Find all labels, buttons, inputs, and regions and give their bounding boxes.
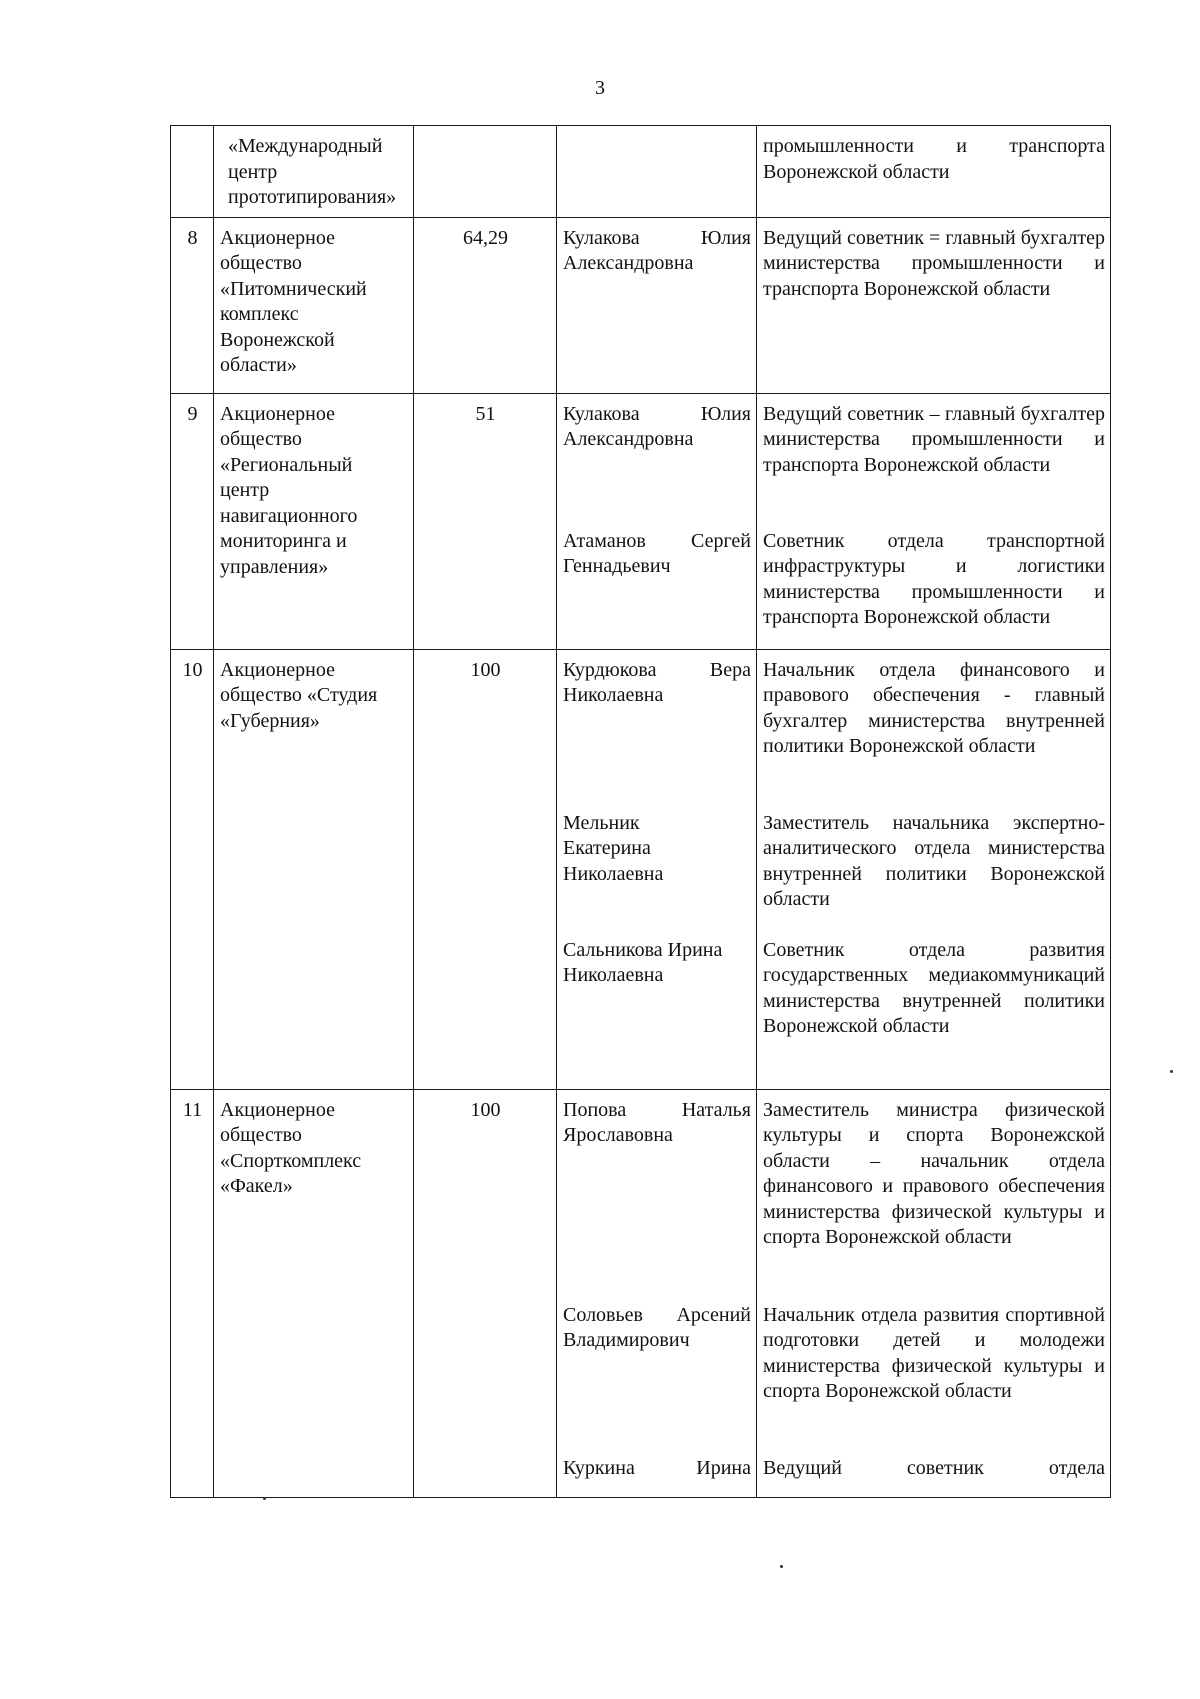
table-row xyxy=(171,217,1111,393)
representative-position: Советник отдела развития государственных медиакоммуникаций министерства внутренней политики Воронежской области xyxy=(763,938,1105,1037)
representative-positions xyxy=(757,1089,1111,1497)
representative-position: Заместитель министра физической культуры и спорта Воронежской области – начальник отдела финансового и правового обеспечения министерства физической культуры и спорта Воронежской области xyxy=(763,1098,1105,1248)
row-number xyxy=(171,126,214,218)
state-share: 51 xyxy=(414,393,557,649)
table-row xyxy=(171,393,1111,649)
representative-position: Ведущий советник – главный бухгалтер министерства промышленности и транспорта Воронежской области xyxy=(763,402,1105,476)
representative-position: Ведущий советник = главный бухгалтер министерства промышленности и транспорта Воронежской области xyxy=(763,226,1105,300)
representative-position: промышленности и транспорта Воронежской области xyxy=(763,135,1105,183)
organization-name: Акционерное общество «Студия «Губерния» xyxy=(214,649,414,1089)
scan-speck xyxy=(780,1565,783,1568)
row-number: 10 xyxy=(171,649,214,1089)
representative-name: Курдюкова Вера Николаевна xyxy=(563,658,751,706)
organization-name: Акционерное общество «Региональный центр навигационного мониторинга и управления» xyxy=(214,393,414,649)
scan-speck xyxy=(1170,1070,1173,1073)
representative-names xyxy=(557,217,757,393)
organization-name: Акционерное общество «Спорткомплекс «Факел» xyxy=(214,1089,414,1497)
representative-names xyxy=(557,649,757,1089)
representative-name: Куркина Ирина xyxy=(563,1456,751,1479)
representative-position: Заместитель начальника экспертно-аналитического отдела министерства внутренней политики Воронежской области xyxy=(763,811,1105,910)
representative-name: Кулакова Юлия Александровна xyxy=(563,226,751,274)
organization-name: «Международный центр прототипирования» xyxy=(214,126,414,218)
representative-positions xyxy=(757,393,1111,649)
representative-name: Соловьев Арсений Владимирович xyxy=(563,1303,751,1351)
representative-positions xyxy=(757,649,1111,1089)
state-share: 100 xyxy=(414,1089,557,1497)
organization-name: Акционерное общество «Питомнический комплекс Воронежской области» xyxy=(214,217,414,393)
representative-name: Кулакова Юлия Александровна xyxy=(563,402,751,450)
representative-position: Советник отдела транспортной инфраструктуры и логистики министерства промышленности и транспорта Воронежской области xyxy=(763,529,1105,628)
page-number: 3 xyxy=(595,77,605,99)
table-row xyxy=(171,126,1111,218)
representative-position: Начальник отдела развития спортивной подготовки детей и молодежи министерства физической культуры и спорта Воронежской области xyxy=(763,1303,1105,1402)
representative-names xyxy=(557,1089,757,1497)
table-row xyxy=(171,649,1111,1089)
table-row xyxy=(171,1089,1111,1497)
representative-position: Ведущий советник отдела xyxy=(763,1456,1105,1479)
row-number: 9 xyxy=(171,393,214,649)
state-share: 100 xyxy=(414,649,557,1089)
state-share xyxy=(414,126,557,218)
officials-table xyxy=(170,125,1111,1498)
representative-names xyxy=(557,126,757,218)
representative-position: Начальник отдела финансового и правового обеспечения - главный бухгалтер министерства внутренней политики Воронежской области xyxy=(763,658,1105,757)
representative-positions xyxy=(757,217,1111,393)
representative-name: Попова Наталья Ярославовна xyxy=(563,1098,751,1146)
state-share: 64,29 xyxy=(414,217,557,393)
representative-name: Атаманов Сергей Геннадьевич xyxy=(563,529,751,577)
row-number: 11 xyxy=(171,1089,214,1497)
scan-speck xyxy=(263,1497,266,1500)
representative-name: Мельник Екатерина Николаевна xyxy=(563,811,664,885)
representative-names xyxy=(557,393,757,649)
representative-name: Сальникова Ирина Николаевна xyxy=(563,938,723,986)
representative-positions xyxy=(757,126,1111,218)
row-number: 8 xyxy=(171,217,214,393)
